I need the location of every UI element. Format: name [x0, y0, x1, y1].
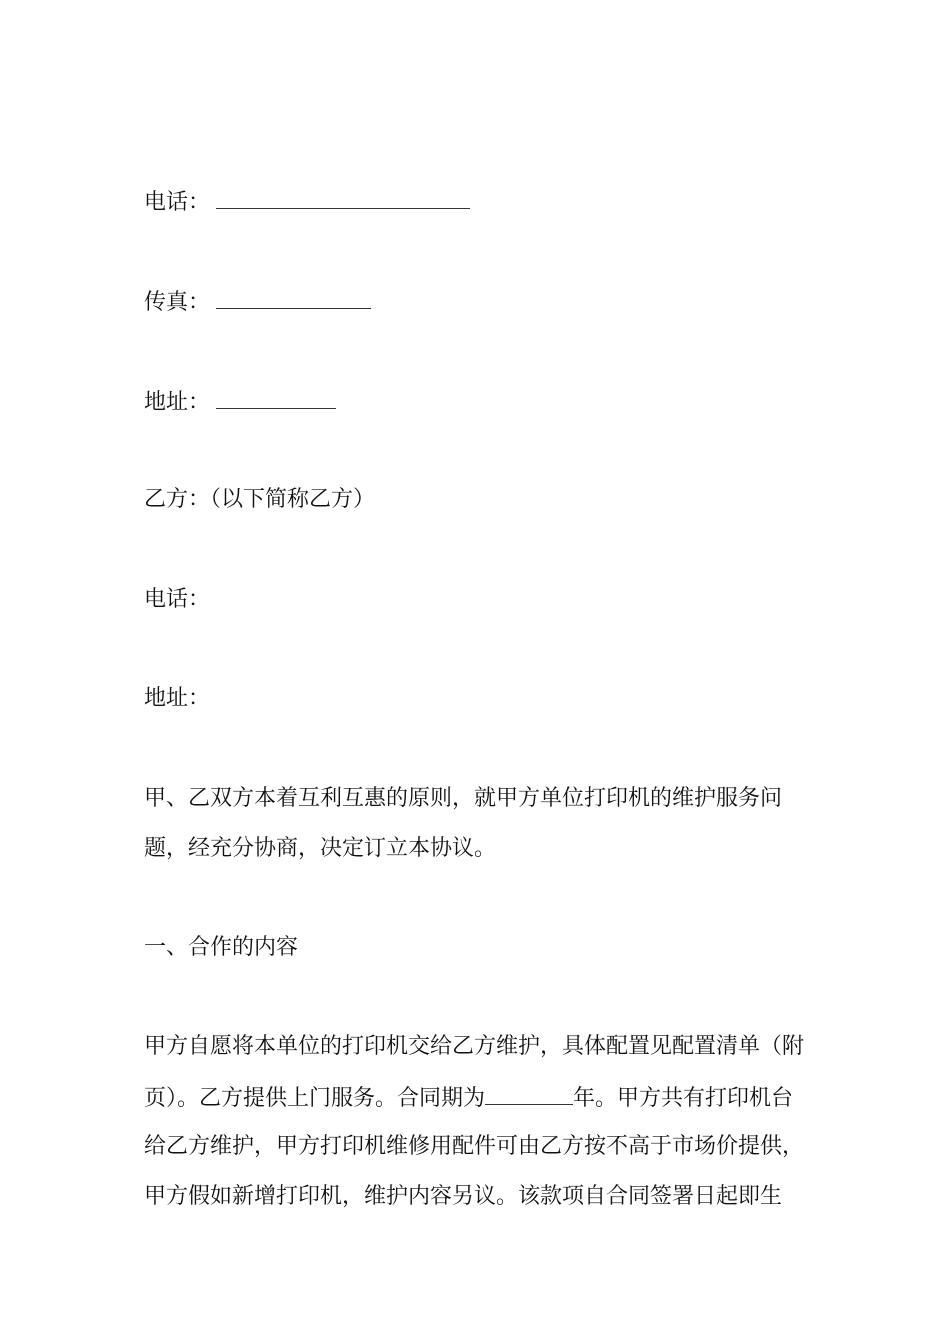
party-a-fax-label: 传真：	[144, 290, 211, 315]
section-1-line-3: 给乙方维护，甲方打印机维修用配件可由乙方按不高于市场价提供，	[144, 1134, 805, 1159]
preamble-line-1: 甲、乙双方本着互利互惠的原则，就甲方单位打印机的维护服务问	[144, 786, 783, 811]
party-a-fax-blank[interactable]	[216, 286, 371, 309]
section-1-line-2-part-2: 年。甲方共有打印机台	[573, 1086, 794, 1111]
section-1-line-2	[144, 1082, 793, 1114]
party-b-phone-line: 电话：	[144, 587, 211, 612]
party-a-address-blank[interactable]	[216, 386, 336, 409]
party-a-phone-blank[interactable]	[216, 186, 470, 209]
party-b-name-line: 乙方：（以下简称乙方）	[144, 487, 376, 512]
party-a-phone-label: 电话：	[144, 190, 211, 215]
contract-term-blank[interactable]	[485, 1082, 573, 1105]
party-b-address-line: 地址：	[144, 686, 211, 711]
party-a-address-label: 地址：	[144, 390, 211, 415]
section-1-line-4: 甲方假如新增打印机，维护内容另议。该款项自合同签署日起即生	[144, 1184, 783, 1209]
preamble-line-2: 题，经充分协商，决定订立本协议。	[144, 836, 497, 861]
section-1-line-2-part-1: 页）。乙方提供上门服务。合同期为	[144, 1086, 486, 1111]
party-a-fax-row	[144, 286, 371, 318]
party-a-phone-row	[144, 186, 470, 218]
section-1-heading: 一、合作的内容	[144, 935, 299, 960]
party-a-address-row	[144, 386, 336, 418]
section-1-line-1: 甲方自愿将本单位的打印机交给乙方维护，具体配置见配置清单（附	[144, 1034, 805, 1059]
